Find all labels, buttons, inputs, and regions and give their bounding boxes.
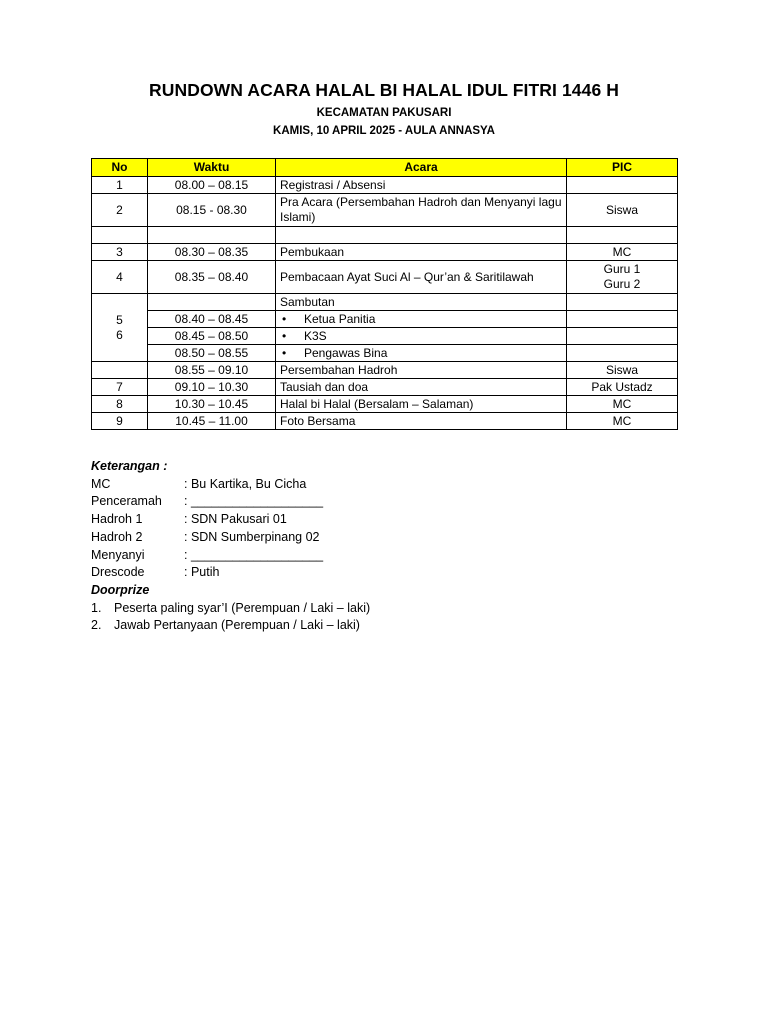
cell-acara: Sambutan (276, 294, 567, 311)
note-value: : Bu Kartika, Bu Cicha (184, 476, 307, 491)
cell-waktu: 08.00 – 08.15 (148, 177, 276, 194)
note-key: Hadroh 2 (91, 529, 143, 544)
note-value: : SDN Sumberpinang 02 (184, 529, 320, 544)
cell-waktu: 08.15 - 08.30 (148, 194, 276, 227)
table-header-row (92, 159, 678, 177)
cell-pic: MC (567, 413, 678, 430)
cell-acara: Foto Bersama (276, 413, 567, 430)
table-row (92, 177, 678, 194)
table-row (92, 244, 678, 261)
cell-waktu (148, 294, 276, 311)
table-row (92, 345, 678, 362)
cell-acara (276, 311, 567, 328)
notes-section (91, 458, 370, 635)
cell-pic (567, 328, 678, 345)
note-key: Hadroh 1 (91, 512, 143, 527)
list-text: Peserta paling syar’I (Perempuan / Laki – laki) (114, 600, 371, 615)
cell-waktu: 08.30 – 08.35 (148, 244, 276, 261)
cell-acara: Persembahan Hadroh (276, 362, 567, 379)
note-item (91, 529, 370, 547)
cell-pic (567, 177, 678, 194)
cell-waktu: 10.30 – 10.45 (148, 396, 276, 413)
pic-line-1: Guru 1 (603, 262, 641, 276)
cell-pic: Pak Ustadz (567, 379, 678, 396)
cell-acara: Registrasi / Absensi (276, 177, 567, 194)
table-row (92, 396, 678, 413)
cell-acara: Pembukaan (276, 244, 567, 261)
list-text: Jawab Pertanyaan (Perempuan / Laki – laki) (114, 618, 360, 633)
table-row (92, 328, 678, 345)
cell-no: 2 (92, 194, 148, 227)
subtitle-district: KECAMATAN PAKUSARI (316, 107, 452, 119)
table-row-empty (92, 227, 678, 244)
cell-empty (148, 227, 276, 244)
no-line-2: 6 (116, 327, 123, 342)
page-title: RUNDOWN ACARA HALAL BI HALAL IDUL FITRI 1446 H (149, 80, 619, 100)
cell-empty (276, 227, 567, 244)
pic-line-2: Guru 2 (603, 277, 641, 291)
cell-pic (567, 261, 678, 294)
bullet: • (282, 345, 287, 360)
cell-acara (276, 345, 567, 362)
doorprize-heading: Doorprize (91, 582, 150, 597)
table-row (92, 379, 678, 396)
cell-pic (567, 294, 678, 311)
note-item (91, 493, 370, 511)
cell-acara-text: K3S (304, 328, 327, 343)
subtitle-date-venue: KAMIS, 10 APRIL 2025 - AULA ANNASYA (273, 125, 495, 137)
cell-no: 1 (92, 177, 148, 194)
note-key: Penceramah (91, 494, 162, 509)
cell-empty (92, 227, 148, 244)
note-item (91, 511, 370, 529)
doorprize-item (91, 617, 370, 635)
note-value: : SDN Pakusari 01 (184, 512, 287, 527)
notes-heading: Keterangan : (91, 459, 168, 473)
cell-pic (567, 345, 678, 362)
cell-no: 3 (92, 244, 148, 261)
cell-pic: MC (567, 396, 678, 413)
cell-acara-text: Ketua Panitia (304, 311, 376, 326)
cell-no: 4 (92, 261, 148, 294)
cell-waktu: 08.40 – 08.45 (148, 311, 276, 328)
note-key: Menyanyi (91, 547, 145, 562)
cell-waktu: 08.35 – 08.40 (148, 261, 276, 294)
cell-no: 9 (92, 413, 148, 430)
note-key: MC (91, 476, 111, 491)
cell-waktu: 10.45 – 11.00 (148, 413, 276, 430)
cell-pic: MC (567, 244, 678, 261)
cell-pic (567, 311, 678, 328)
table-row (92, 362, 678, 379)
cell-no-merged (92, 294, 148, 362)
cell-pic: Siswa (567, 362, 678, 379)
bullet: • (282, 311, 287, 326)
note-key: Drescode (91, 565, 145, 580)
table-row (92, 413, 678, 430)
bullet: • (282, 328, 287, 343)
note-item (91, 547, 370, 565)
table-row (92, 194, 678, 227)
list-number: 2. (91, 618, 102, 633)
table-row (92, 261, 678, 294)
note-value: : ___________________ (184, 547, 324, 562)
cell-no (92, 362, 148, 379)
note-value: : ___________________ (184, 494, 324, 509)
cell-no: 7 (92, 379, 148, 396)
no-line-1: 5 (116, 312, 123, 327)
list-number: 1. (91, 600, 102, 615)
cell-acara: Tausiah dan doa (276, 379, 567, 396)
cell-acara: Pra Acara (Persembahan Hadroh dan Menyanyi lagu Islami) (276, 194, 567, 227)
cell-no: 8 (92, 396, 148, 413)
cell-waktu: 08.45 – 08.50 (148, 328, 276, 345)
cell-acara: Halal bi Halal (Bersalam – Salaman) (276, 396, 567, 413)
table-row (92, 294, 678, 311)
rundown-table (91, 158, 678, 430)
cell-acara-text: Pengawas Bina (304, 345, 388, 360)
note-item (91, 476, 370, 494)
cell-waktu: 08.55 – 09.10 (148, 362, 276, 379)
table-row (92, 311, 678, 328)
cell-acara: Pembacaan Ayat Suci Al – Qur’an & Saritilawah (276, 261, 567, 294)
cell-waktu: 08.50 – 08.55 (148, 345, 276, 362)
header-pic: PIC (567, 159, 678, 177)
cell-waktu: 09.10 – 10.30 (148, 379, 276, 396)
note-value: : Putih (184, 565, 220, 580)
header-waktu: Waktu (148, 159, 276, 177)
header-acara: Acara (276, 159, 567, 177)
note-item (91, 564, 370, 582)
cell-empty (567, 227, 678, 244)
doorprize-item (91, 600, 370, 618)
header-no: No (92, 159, 148, 177)
cell-pic: Siswa (567, 194, 678, 227)
cell-acara (276, 328, 567, 345)
